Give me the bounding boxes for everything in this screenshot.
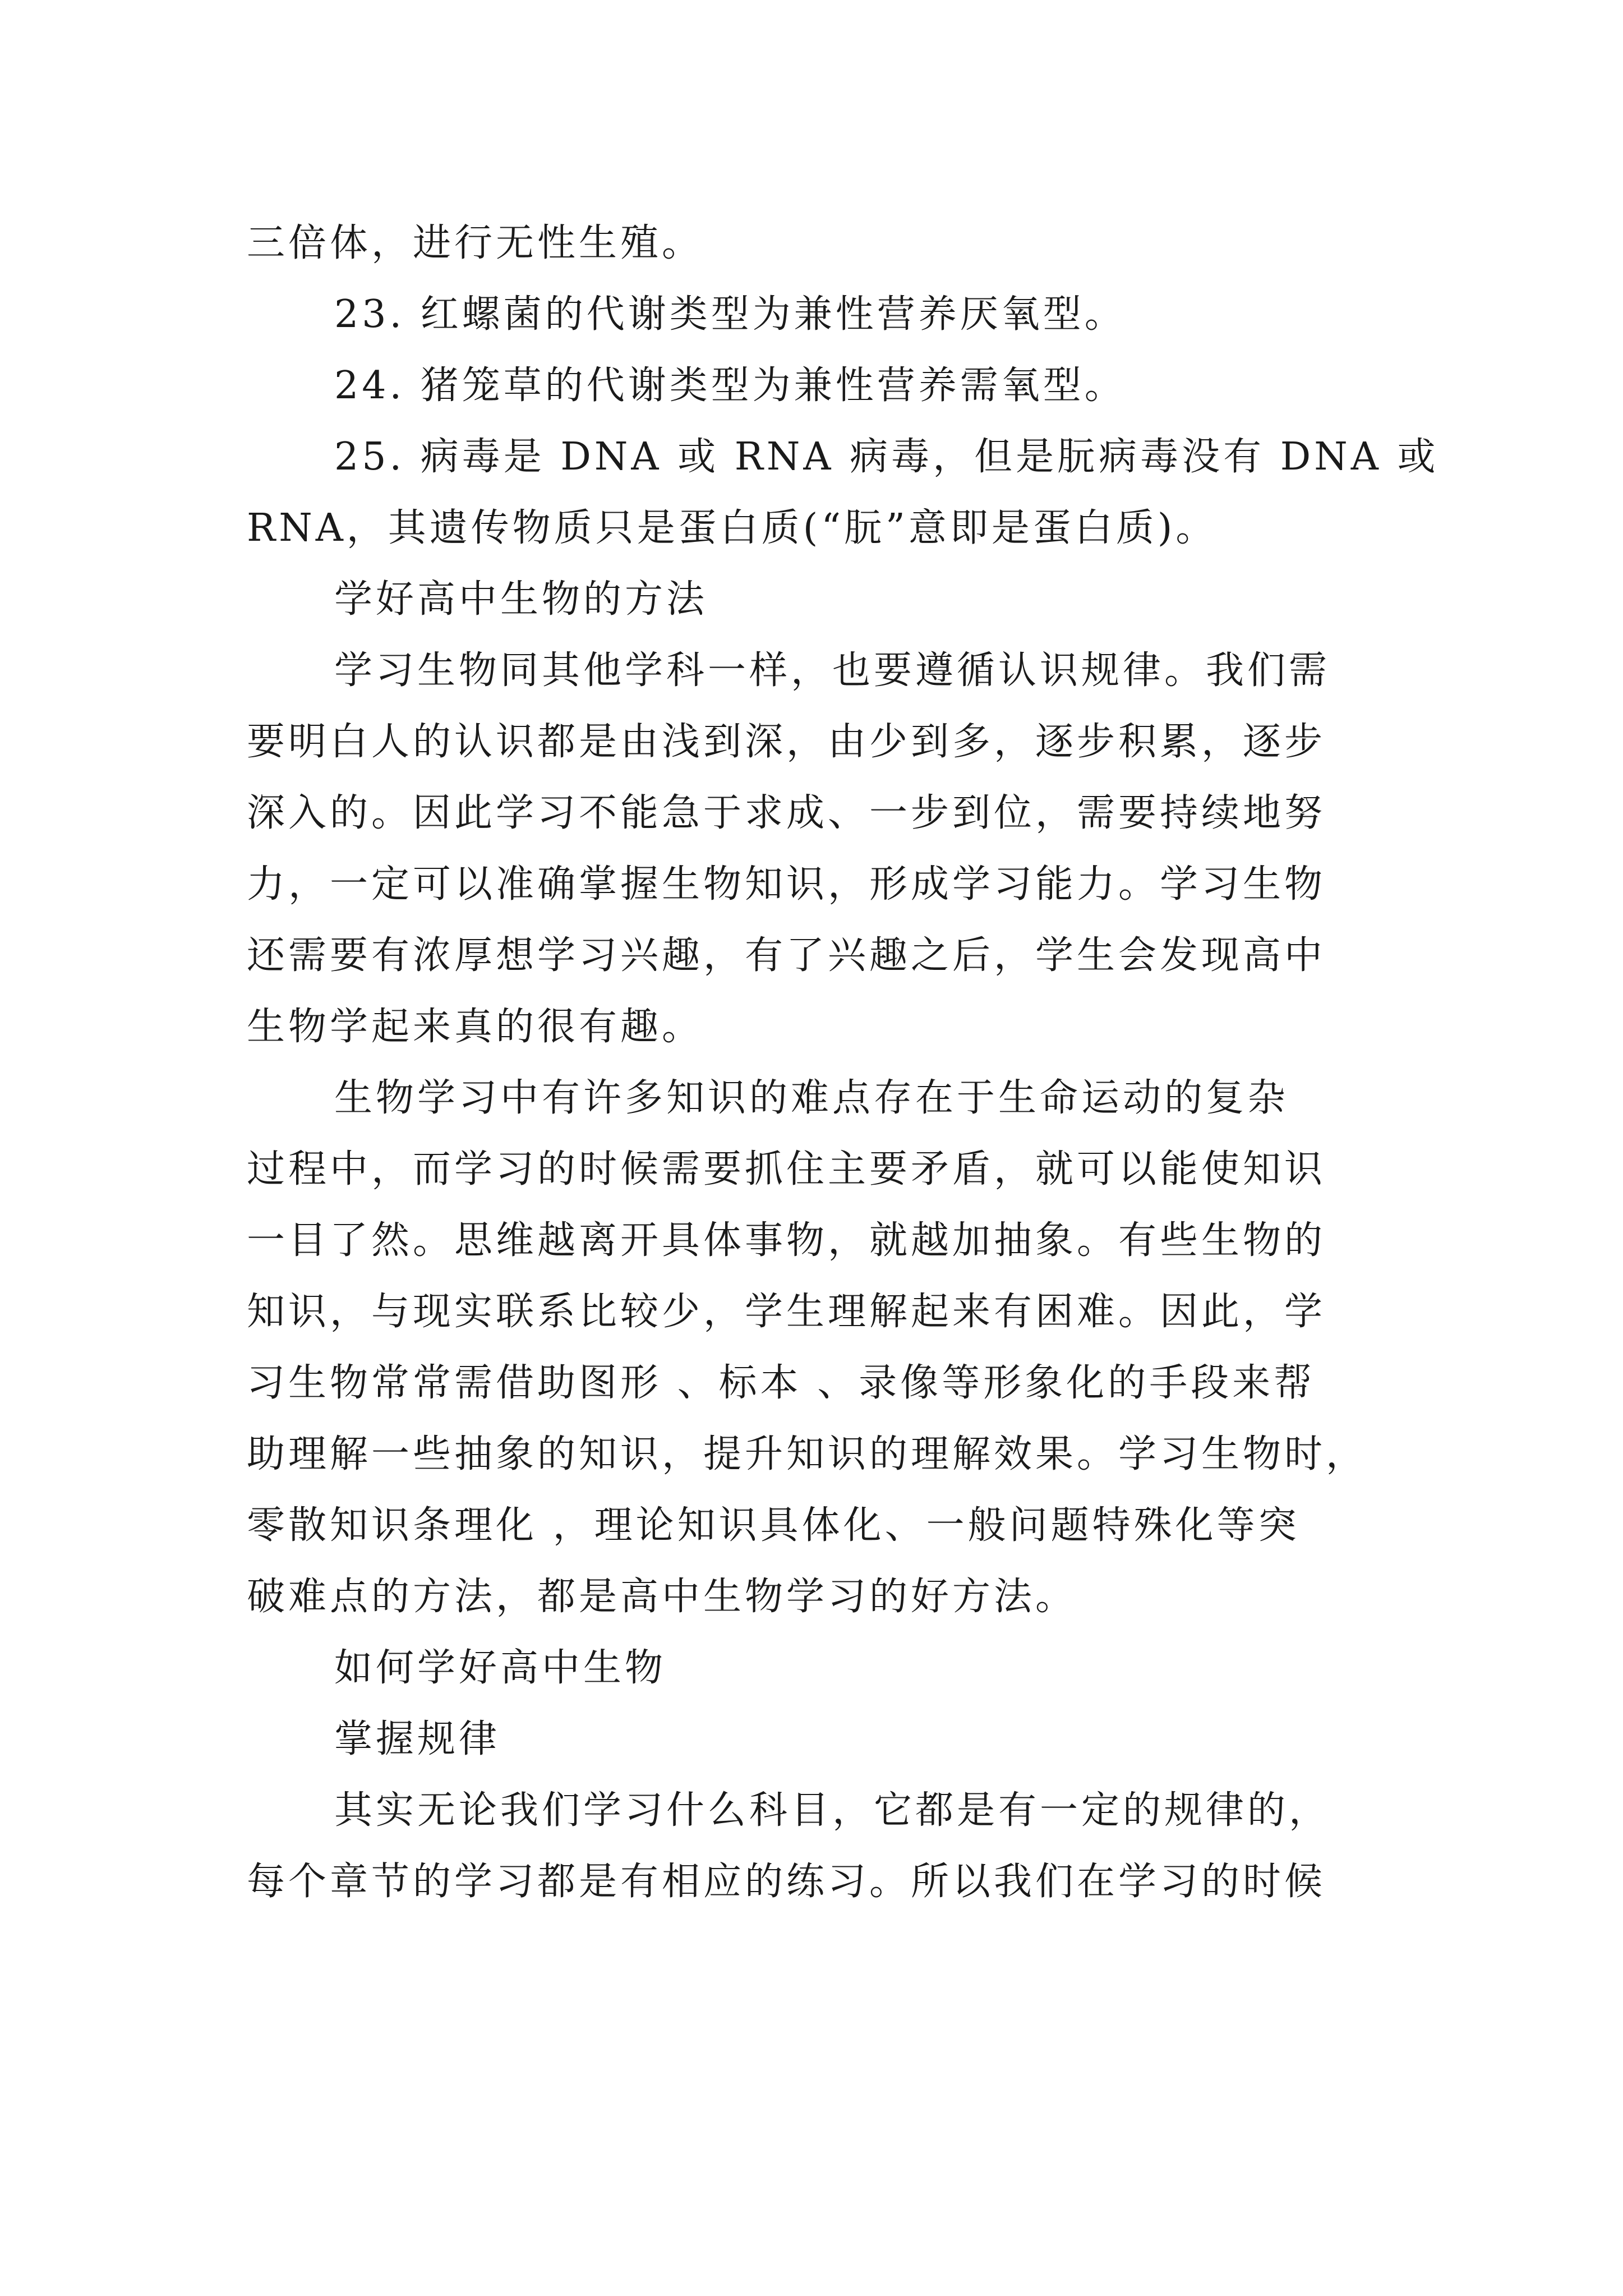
text-line: 25. 病毒是 DNA 或 RNA 病毒，但是朊病毒没有 DNA 或 xyxy=(334,435,1439,479)
text-line: 其实无论我们学习什么科目，它都是有一定的规律的， xyxy=(334,1788,1331,1833)
text-line: 力，一定可以准确掌握生物知识，形成学习能力。学习生物 xyxy=(247,862,1326,907)
text-line: RNA，其遗传物质只是蛋白质(“朊”意即是蛋白质)。 xyxy=(247,506,1218,550)
text-line: 破难点的方法，都是高中生物学习的好方法。 xyxy=(247,1575,1077,1619)
text-line: 三倍体，进行无性生殖。 xyxy=(247,221,704,265)
text-line: 如何学好高中生物 xyxy=(334,1646,667,1690)
text-line: 每个章节的学习都是有相应的练习。所以我们在学习的时候 xyxy=(247,1860,1326,1904)
text-line: 24. 猪笼草的代谢类型为兼性营养需氧型。 xyxy=(334,364,1126,408)
text-line: 23. 红螺菌的代谢类型为兼性营养厌氧型。 xyxy=(334,292,1126,337)
text-line: 学习生物同其他学科一样，也要遵循认识规律。我们需 xyxy=(334,648,1331,693)
text-line: 学好高中生物的方法 xyxy=(334,577,708,622)
text-line: 掌握规律 xyxy=(334,1717,501,1761)
text-line: 知识，与现实联系比较少，学生理解起来有困难。因此，学 xyxy=(247,1290,1326,1334)
text-line: 要明白人的认识都是由浅到深，由少到多，逐步积累，逐步 xyxy=(247,720,1326,764)
text-line: 深入的。因此学习不能急于求成、一步到位，需要持续地努 xyxy=(247,791,1326,835)
text-line: 助理解一些抽象的知识，提升知识的理解效果。学习生物时， xyxy=(247,1432,1368,1476)
text-line: 生物学起来真的很有趣。 xyxy=(247,1005,704,1049)
text-line: 生物学习中有许多知识的难点存在于生命运动的复杂 xyxy=(334,1076,1289,1120)
text-line: 过程中，而学习的时候需要抓住主要矛盾，就可以能使知识 xyxy=(247,1147,1326,1191)
text-line: 习生物常常需借助图形 、标本 、录像等形象化的手段来帮 xyxy=(247,1361,1316,1405)
text-line: 还需要有浓厚想学习兴趣，有了兴趣之后，学生会发现高中 xyxy=(247,933,1326,978)
text-line: 一目了然。思维越离开具体事物，就越加抽象。有些生物的 xyxy=(247,1218,1326,1263)
text-line: 零散知识条理化 ，理论知识具体化、一般问题特殊化等突 xyxy=(247,1503,1300,1548)
document-body xyxy=(247,208,1439,1917)
